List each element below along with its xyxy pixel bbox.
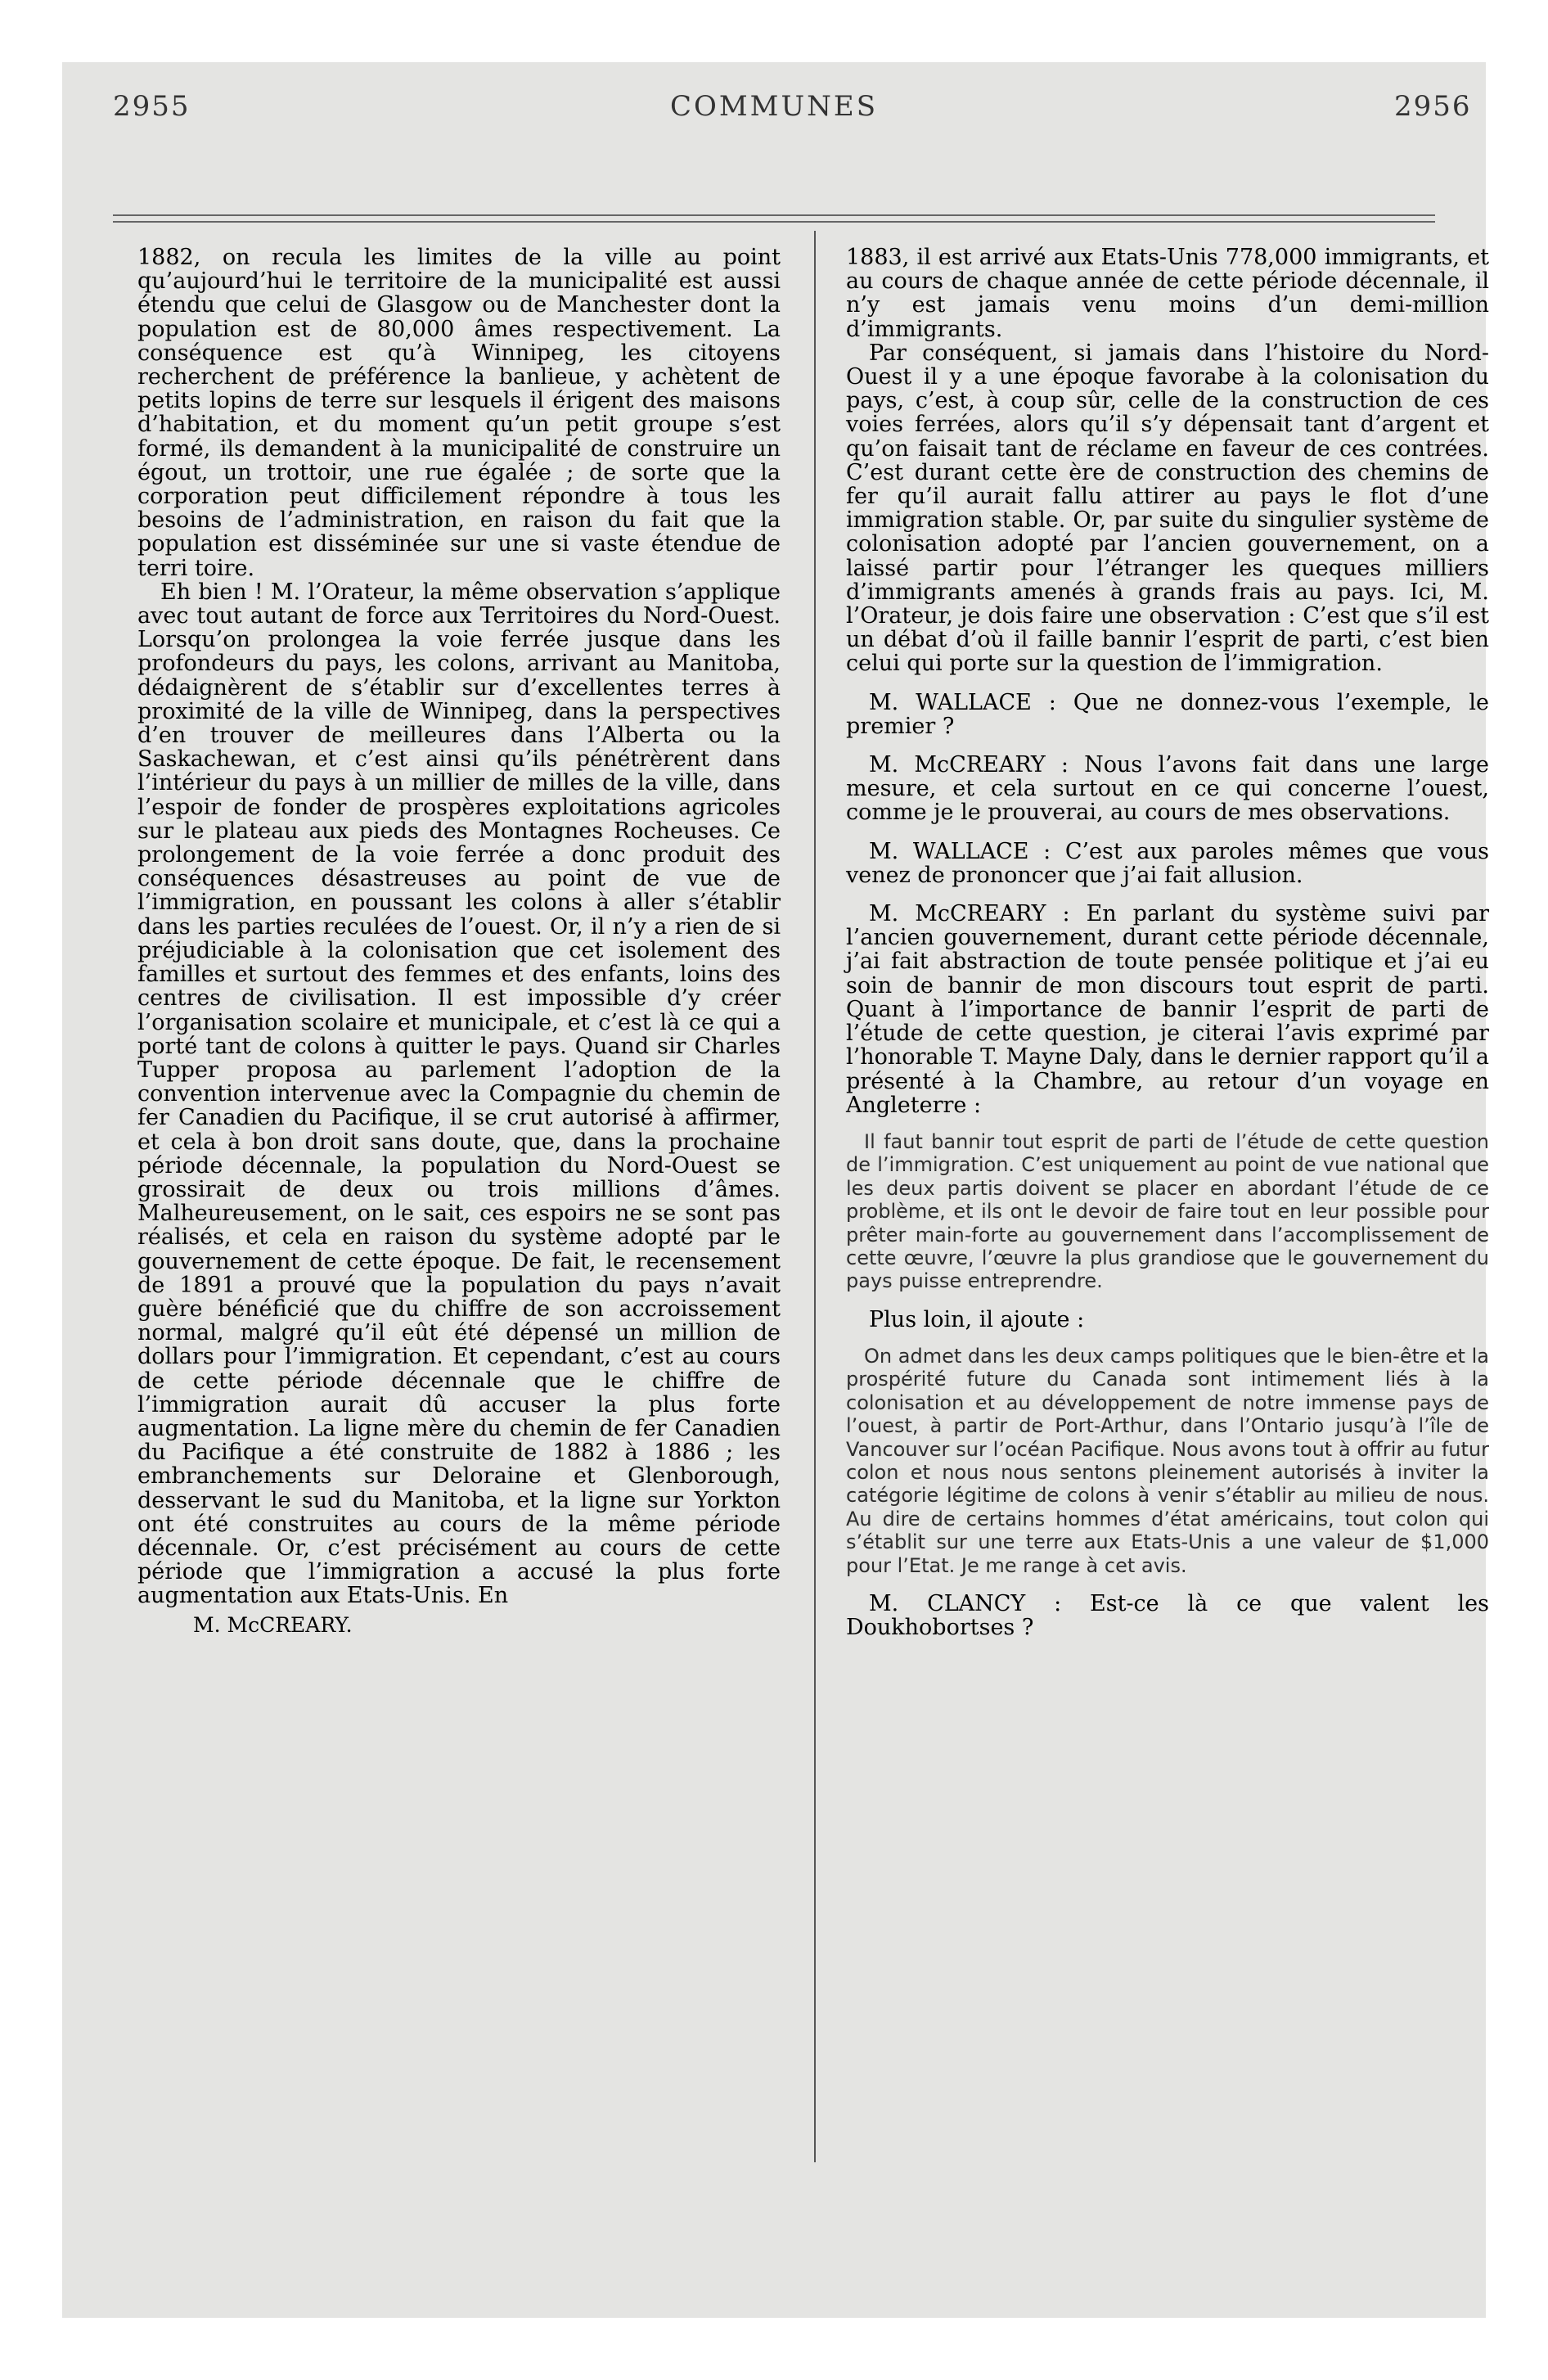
quotation: On admet dans les deux camps politiques que le bien-être et la prospérité future du Canada sont intimement liés à la colonisation et au développement de notre immense pays de l’ouest, à partir de Port-Arthur, dans l’Ontario jusqu’à l’île de Vancouver sur l’océan Pacifique. Nous avons tout à offrir au futur colon et nous nous sentons pleinement autorisés à inviter la catégorie légitime de colons à venir s’établir au milieu de nous. Au dire de certains hommes d’état américains, tout colon qui s’établit sur une terre aux Etats-Unis a une valeur de $1,000 pour l’Etat. Je me range à cet avis.: [846, 1344, 1489, 1577]
speaker-signoff: M. McCREARY.: [193, 1612, 353, 1637]
speech-mccreary: M. McCREARY : Nous l’avons fait dans une large mesure, et cela surtout en ce qui concerne l’ouest, comme je le prouverai, au cours de mes observations.: [846, 752, 1489, 826]
header-rule-top: [113, 214, 1435, 216]
paragraph: 1883, il est arrivé aux Etats-Unis 778,000 immigrants, et au cours de chaque année de cette période décennale, il n’y est jamais venu moins d’un demi-million d’immigrants.: [846, 245, 1489, 342]
left-column: [137, 246, 781, 1637]
quotation: Il faut bannir tout esprit de parti de l’étude de cette question de l’immigration. C’est uniquement au point de vue national que les deux partis doivent se placer en abordant l’étude de ce problème, et ils ont le devoir de faire tout en leur possible pour prêter main-forte au gouvernement dans l’accomplissement de cette œuvre, l’œuvre la plus grandiose que le gouvernement du pays puisse entreprendre.: [846, 1129, 1489, 1293]
header-rule-bottom: [113, 221, 1435, 223]
right-page-number: 2956: [1394, 90, 1472, 123]
paragraph: Plus loin, il ajoute :: [869, 1306, 1085, 1332]
right-column: [846, 246, 1489, 1639]
paragraph: Par conséquent, si jamais dans l’histoire du Nord-Ouest il y a une époque favorabe à la colonisation du pays, c’est, à coup sûr, celle de la construction de ces voies ferrées, alors qu’il s’y dépensait tant d’argent et qu’on faisait tant de réclame en faveur de ces contrées. C’est durant cette ère de construction des chemins de fer qu’il aurait fallu attirer au pays le flot d’une immigration stable. Or, par suite du singulier système de colonisation adopté par l’ancien gouvernement, on a laissé partir pour l’étranger les queques milliers d’immigrants amenés à grands frais au pays. Ici, M. l’Orateur, je dois faire une observation : C’est que s’il est un débat d’où il faille bannir l’esprit de parti, c’est bien celui qui porte sur la question de l’immigration.: [846, 340, 1489, 677]
speech-mccreary: M. McCREARY : En parlant du système suivi par l’ancien gouvernement, durant cette période décennale, j’ai fait abstraction de toute pensée politique et j’ai eu soin de bannir de mon discours tout esprit de parti. Quant à l’importance de bannir l’esprit de parti de l’étude de cette question, je citerai l’avis exprimé par l’honorable T. Mayne Daly, dans le dernier rapport qu’il a présenté à la Chambre, au retour d’un voyage en Angleterre :: [846, 901, 1489, 1118]
speech-wallace: M. WALLACE : C’est aux paroles mêmes que vous venez de prononcer que j’ai fait allusion.: [846, 838, 1489, 888]
speech-wallace: M. WALLACE : Que ne donnez-vous l’exemple, le premier ?: [846, 689, 1489, 739]
speech-clancy: M. CLANCY : Est-ce là ce que valent les Doukhobortses ?: [846, 1591, 1489, 1641]
paragraph: 1882, on recula les limites de la ville au point qu’aujourd’hui le territoire de la municipalité est aussi étendu que celui de Glasgow ou de Manchester dont la population est de 80,000 âmes respectivement. La conséquence est qu’à Winnipeg, les citoyens recherchent de préférence la banlieue, y achètent de petits lopins de terre sur lesquels il érigent des maisons d’habitation, et du moment qu’un petit groupe s’est formé, ils demandent à la municipalité de construire un égout, un trottoir, une rue égalée ; de sorte que la corporation peut difficilement répondre à tous les besoins de l’administration, en raison du fait que la population est disséminée sur une si vaste étendue de terri toire.: [137, 245, 781, 581]
running-head: COMMUNES: [669, 90, 879, 123]
column-divider: [814, 231, 816, 2162]
paragraph: Eh bien ! M. l’Orateur, la même observation s’applique avec tout autant de force aux Territoires du Nord-Ouest. Lorsqu’on prolongea la voie ferrée jusque dans les profondeurs du pays, les colons, arrivant au Manitoba, dédaignèrent de s’établir sur d’excellentes terres à proximité de la ville de Winnipeg, dans la perspectives d’en trouver de meilleures dans l’Alberta ou la Saskachewan, et c’est ainsi qu’ils pénétrèrent dans l’intérieur du pays à un millier de milles de la ville, dans l’espoir de fonder de prospères exploitations agricoles sur le plateau aux pieds des Montagnes Rocheuses. Ce prolongement de la voie ferrée a donc produit des conséquences désastreuses au point de vue de l’immigration, en poussant les colons à aller s’établir dans les parties reculées de l’ouest. Or, il n’y a rien de si préjudiciable à la colonisation que cet isolement des familles et surtout des femmes et des enfants, loins des centres de civilisation. Il est impossible d’y créer l’organisation scolaire et municipale, et c’est là ce qui a porté tant de colons à quitter le pays. Quand sir Charles Tupper proposa au parlement l’adoption de la convention intervenue avec la Compagnie du chemin de fer Canadien du Pacifique, il se crut autorisé à affirmer, et cela à bon droit sans doute, que, dans la prochaine période décennale, la population du Nord-Ouest se grossirait de deux ou trois millions d’âmes. Malheureusement, on le sait, ces espoirs ne se sont pas réalisés, et cela en raison du système adopté par le gouvernement de cette époque. De fait, le recensement de 1891 a prouvé que la population du pays n’avait guère bénéficié que du chiffre de son accroissement normal, malgré qu’il eût été dépensé un million de dollars pour l’immigration. Et cependant, c’est au cours de cette période décennale que le chiffre de l’immigration aurait dû accuser la plus forte augmentation. La ligne mère du chemin de fer Canadien du Pacifique a été construite de 1882 à 1886 ; les embranchements sur Deloraine et Glenborough, desservant le sud du Manitoba, et la ligne sur Yorkton ont été construites au cours de la même période décennale. Or, c’est précisément au cours de cette période que l’immigration a accusé la plus forte augmentation aux Etats-Unis. En: [137, 579, 781, 1609]
left-page-number: 2955: [113, 90, 191, 123]
